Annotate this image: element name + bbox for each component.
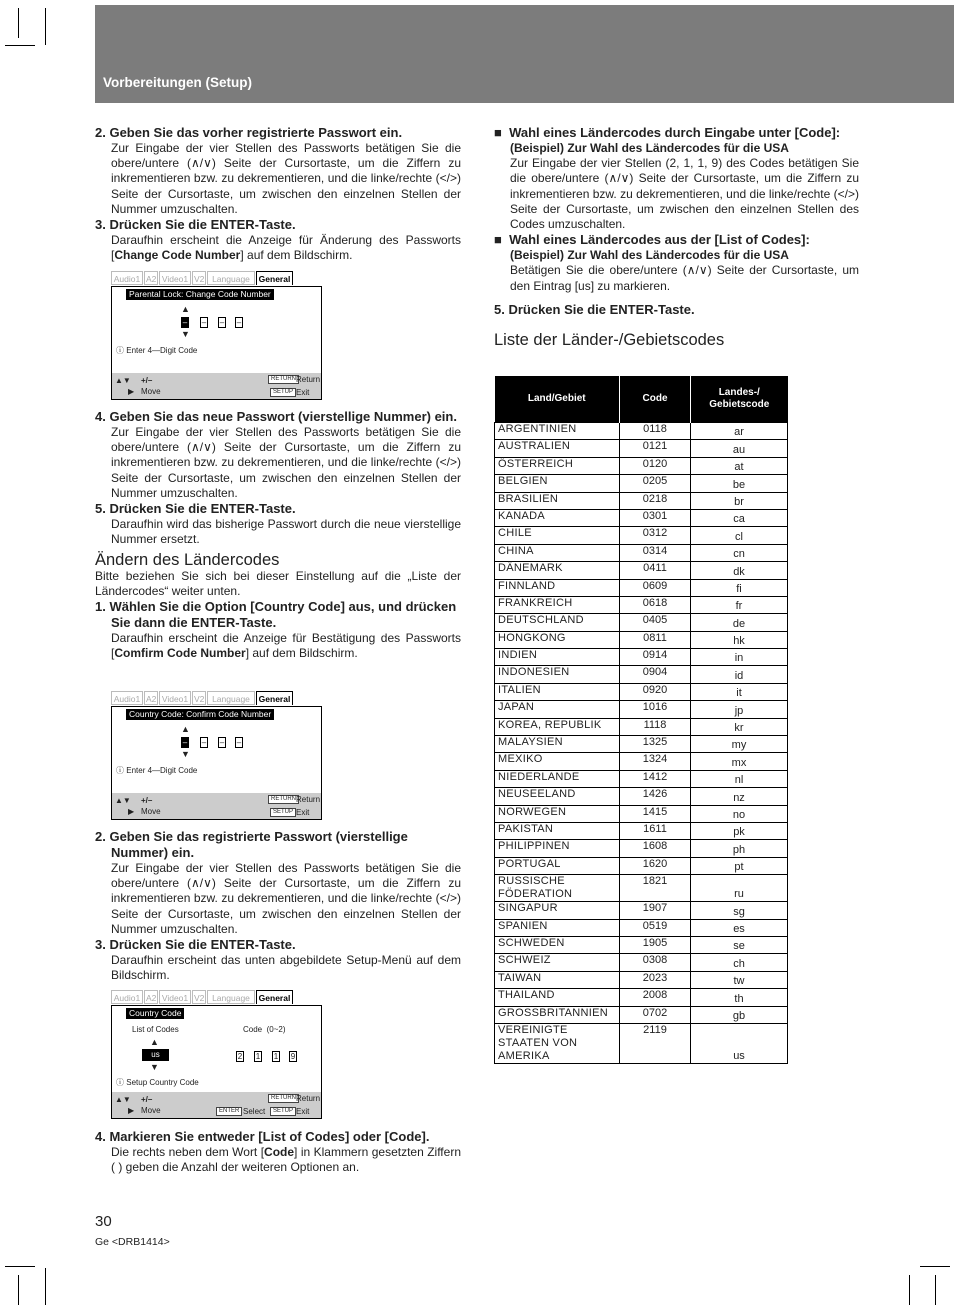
country-name: INDONESIEN <box>495 666 620 683</box>
step-title: 2. Geben Sie das vorher registrierte Passwort ein. <box>95 125 403 140</box>
up-arrow-icon: ▲ <box>181 304 190 314</box>
move-icon: ▶ <box>128 387 135 396</box>
region-code: fr <box>691 596 788 613</box>
move-icon: ▶ <box>128 1106 135 1115</box>
country-code: 0301 <box>620 509 691 526</box>
country-code: 1412 <box>620 770 691 787</box>
region-code: br <box>691 492 788 509</box>
table-row <box>495 840 788 857</box>
table-row <box>495 457 788 474</box>
country-name: INDIEN <box>495 649 620 666</box>
hint-text: ⓘ Enter 4—Digit Code <box>116 766 198 775</box>
right-column <box>494 125 859 348</box>
country-name: BELGIEN <box>495 475 620 492</box>
tab-language: Language <box>207 691 255 705</box>
table-row <box>495 423 788 440</box>
table-row <box>495 736 788 753</box>
step-body: Die rechts neben dem Wort [Code] in Klammern gesetzten Ziffern ( ) geben die Anzahl der weiteren Optionen an. <box>111 1145 461 1175</box>
return-label: Return <box>296 1094 321 1103</box>
left-column-2 <box>95 409 461 661</box>
table-row <box>495 857 788 874</box>
table-row <box>495 631 788 648</box>
code-digit: – <box>236 318 242 327</box>
tab-a2: A2 <box>144 990 158 1004</box>
table-row <box>495 822 788 839</box>
code-digit: 2 <box>237 1052 243 1061</box>
region-code: id <box>691 666 788 683</box>
screen-footer <box>112 1092 321 1118</box>
country-name: CHILE <box>495 527 620 544</box>
code-label: Code (0~2) <box>243 1025 286 1034</box>
table-row <box>495 718 788 735</box>
table-row <box>495 989 788 1006</box>
country-code: 0121 <box>620 440 691 457</box>
country-code: 0405 <box>620 614 691 631</box>
tab-video1: Video1 <box>159 691 191 705</box>
region-code: nl <box>691 770 788 787</box>
country-name: PAKISTAN <box>495 822 620 839</box>
country-code: 1905 <box>620 936 691 953</box>
down-arrow-icon: ▼ <box>181 329 190 339</box>
country-name: ÖSTERREICH <box>495 457 620 474</box>
country-name: FRANKREICH <box>495 596 620 613</box>
exit-label: Exit <box>296 808 310 817</box>
up-arrow-icon: ▲ <box>181 724 190 734</box>
code-digit: – <box>201 738 207 747</box>
region-code: cl <box>691 527 788 544</box>
region-code: hk <box>691 631 788 648</box>
step-title: 3. Drücken Sie die ENTER-Taste. <box>95 217 296 233</box>
country-name: FINNLAND <box>495 579 620 596</box>
country-name: DÄNEMARK <box>495 562 620 579</box>
page-number: 30 <box>95 1213 112 1230</box>
setup-key: SETUP <box>270 388 296 397</box>
country-code: 1821 <box>620 875 691 902</box>
step-title: 4. Geben Sie das neue Passwort (vierstellige Nummer) ein. <box>95 409 457 424</box>
table-row <box>495 527 788 544</box>
region-code: pt <box>691 857 788 874</box>
updown-icon: ▲▼ <box>115 1095 131 1104</box>
table-row <box>495 544 788 561</box>
table-row <box>495 805 788 822</box>
country-name: SPANIEN <box>495 919 620 936</box>
country-code: 0411 <box>620 562 691 579</box>
step-body: Betätigen Sie die obere/untere (∧/∨) Seite der Cursortaste, um den Eintrag [us] zu markieren. <box>510 263 859 293</box>
country-code: 1118 <box>620 718 691 735</box>
left-column-3 <box>95 829 461 983</box>
step-body: Zur Eingabe der vier Stellen des Passworts betätigen Sie die obere/untere (∧/∨) Seite der Cursortaste, um die Ziffern zu inkrementieren bzw. zu dekrementieren, und die linke/rechte (</>) Seite der Cursortaste, um zwischen den einzelnen Stellen der Nummer umzuschalten. <box>111 425 461 500</box>
list-value: us <box>142 1049 169 1061</box>
table-row <box>495 1006 788 1023</box>
table-row <box>495 770 788 787</box>
step-title: 2. Geben Sie das registrierte Passwort (vierstellige Nummer) ein. <box>95 829 408 860</box>
country-name: DEUTSCHLAND <box>495 614 620 631</box>
return-key: RETURN <box>268 375 299 384</box>
table-row <box>495 614 788 631</box>
region-code: tw <box>691 971 788 988</box>
region-code: nz <box>691 788 788 805</box>
table-row <box>495 562 788 579</box>
setup-key: SETUP <box>270 1107 296 1116</box>
tab-general: General <box>256 691 293 705</box>
down-arrow-icon: ▼ <box>181 749 190 759</box>
left-column-4 <box>95 1129 461 1175</box>
country-name: MALAYSIEN <box>495 736 620 753</box>
country-code: 1620 <box>620 857 691 874</box>
region-code: in <box>691 649 788 666</box>
code-digit: – <box>182 738 188 747</box>
region-code: at <box>691 457 788 474</box>
country-code: 0120 <box>620 457 691 474</box>
setup-key: SETUP <box>270 808 296 817</box>
code-digit: – <box>201 318 207 327</box>
table-row <box>495 902 788 919</box>
region-code: jp <box>691 701 788 718</box>
country-name: ITALIEN <box>495 683 620 700</box>
country-code: 0519 <box>620 919 691 936</box>
tab-audio1: Audio1 <box>111 271 143 285</box>
country-code: 1415 <box>620 805 691 822</box>
country-name: NIEDERLANDE <box>495 770 620 787</box>
up-arrow-icon: ▲ <box>150 1037 159 1047</box>
move-label: Move <box>141 1106 161 1115</box>
country-name: HONGKONG <box>495 631 620 648</box>
screen-change-code <box>111 271 322 400</box>
country-name: SCHWEDEN <box>495 936 620 953</box>
country-code: 0118 <box>620 423 691 440</box>
code-digit: – <box>219 738 225 747</box>
table-row <box>495 701 788 718</box>
step-title: 1. Wählen Sie die Option [Country Code] aus, und drücken Sie dann die ENTER-Taste. <box>95 599 457 631</box>
region-code: us <box>691 1023 788 1063</box>
region-code: kr <box>691 718 788 735</box>
down-arrow-icon: ▼ <box>150 1062 159 1072</box>
return-key: RETURN <box>268 795 299 804</box>
region-code: cn <box>691 544 788 561</box>
country-code: 2023 <box>620 971 691 988</box>
step-body: Daraufhin erscheint die Anzeige für Änderung des Passworts [Change Code Number] auf dem Bildschirm. <box>111 233 461 263</box>
tab-video1: Video1 <box>159 990 191 1004</box>
country-code: 0914 <box>620 649 691 666</box>
country-code: 0205 <box>620 475 691 492</box>
screen-tabs <box>111 271 322 286</box>
region-code: ca <box>691 509 788 526</box>
step-body: Zur Eingabe der vier Stellen des Passworts betätigen Sie die obere/untere (∧/∨) Seite der Cursortaste, um die Ziffern zu inkrementieren bzw. zu dekrementieren, und die linke/rechte (</>) Seite der Cursortaste, um zwischen den einzelnen Stellen der Nummer umzuschalten. <box>111 141 461 216</box>
table-row <box>495 579 788 596</box>
country-code: 1907 <box>620 902 691 919</box>
region-code: it <box>691 683 788 700</box>
table-header-row <box>495 376 788 423</box>
tab-a2: A2 <box>144 271 158 285</box>
screen-tabs <box>111 691 322 706</box>
country-code: 2008 <box>620 989 691 1006</box>
country-name: PHILIPPINEN <box>495 840 620 857</box>
table-row <box>495 475 788 492</box>
country-code-table <box>494 376 788 1064</box>
tab-language: Language <box>207 271 255 285</box>
region-code: ch <box>691 954 788 971</box>
table-row <box>495 971 788 988</box>
country-code: 0314 <box>620 544 691 561</box>
code-digit: – <box>236 738 242 747</box>
plusminus-label: +/– <box>141 376 153 385</box>
subsection-title: ■ Wahl eines Ländercodes aus der [List of Codes]: <box>494 232 810 248</box>
tab-language: Language <box>207 990 255 1004</box>
table-row <box>495 596 788 613</box>
tab-general: General <box>256 271 293 285</box>
screen-confirm-code <box>111 691 322 820</box>
section-title: Vorbereitungen (Setup) <box>103 75 253 90</box>
region-code: ar <box>691 423 788 440</box>
country-code: 0618 <box>620 596 691 613</box>
intro-text: Bitte beziehen Sie sich bei dieser Einstellung auf die „Liste der Ländercodes“ weiter unten. <box>95 568 461 598</box>
tab-v2: V2 <box>192 990 206 1004</box>
region-code: se <box>691 936 788 953</box>
screen-title: Parental Lock: Change Code Number <box>126 289 274 300</box>
screen-footer <box>112 373 321 399</box>
step-title: 5. Drücken Sie die ENTER-Taste. <box>494 301 695 317</box>
table-row <box>495 936 788 953</box>
plusminus-label: +/– <box>141 796 153 805</box>
country-name: TAIWAN <box>495 971 620 988</box>
subsection-title: ■ Wahl eines Ländercodes durch Eingabe unter [Code]: <box>494 125 841 140</box>
left-column <box>95 125 461 263</box>
country-name: SINGAPUR <box>495 902 620 919</box>
region-code: es <box>691 919 788 936</box>
country-name: KOREA, REPUBLIK <box>495 718 620 735</box>
step-body: Zur Eingabe der vier Stellen (2, 1, 1, 9) des Codes betätigen Sie die obere/untere (∧/∨) Seite der Cursortaste, um die Ziffern zu inkrementieren bzw. zu dekrementieren, und die linke/rechte (</>) Seite der Cursortaste, um zwischen den einzelnen Stellen des Codes umzuschalten. <box>510 156 859 232</box>
list-of-codes-label: List of Codes <box>132 1025 179 1034</box>
country-code: 0920 <box>620 683 691 700</box>
step-body: Daraufhin wird das bisherige Passwort durch die neue vierstellige Nummer ersetzt. <box>111 517 461 547</box>
header-code: Code <box>620 376 691 423</box>
code-digit: 1 <box>255 1052 261 1061</box>
step-body: Daraufhin erscheint die Anzeige für Bestätigung des Passworts [Comfirm Code Number] auf dem Bildschirm. <box>111 631 461 661</box>
tab-audio1: Audio1 <box>111 990 143 1004</box>
country-name: NEUSEELAND <box>495 788 620 805</box>
code-digit: 9 <box>290 1052 296 1061</box>
tab-v2: V2 <box>192 271 206 285</box>
region-code: au <box>691 440 788 457</box>
exit-label: Exit <box>296 388 310 397</box>
region-code: de <box>691 614 788 631</box>
region-code: ph <box>691 840 788 857</box>
country-name: THAILAND <box>495 989 620 1006</box>
country-name: BRASILIEN <box>495 492 620 509</box>
step-body: Daraufhin erscheint das unten abgebildete Setup-Menü auf dem Bildschirm. <box>111 953 461 983</box>
move-label: Move <box>141 807 161 816</box>
country-code: 1325 <box>620 736 691 753</box>
country-code: 1608 <box>620 840 691 857</box>
hint-text: ⓘ Enter 4—Digit Code <box>116 346 198 355</box>
code-digit: – <box>219 318 225 327</box>
table-row <box>495 666 788 683</box>
tab-a2: A2 <box>144 691 158 705</box>
country-name: PORTUGAL <box>495 857 620 874</box>
header-region-code: Landes-/ Gebietscode <box>691 376 788 423</box>
tab-audio1: Audio1 <box>111 691 143 705</box>
region-code: dk <box>691 562 788 579</box>
country-code: 0312 <box>620 527 691 544</box>
table-row <box>495 954 788 971</box>
return-key: RETURN <box>268 1094 299 1103</box>
country-name: ARGENTINIEN <box>495 423 620 440</box>
tab-video1: Video1 <box>159 271 191 285</box>
header-land: Land/Gebiet <box>495 376 620 423</box>
example-label: (Beispiel) Zur Wahl des Ländercodes für die USA <box>510 141 789 155</box>
updown-icon: ▲▼ <box>115 796 131 805</box>
tab-v2: V2 <box>192 691 206 705</box>
country-code: 0609 <box>620 579 691 596</box>
table-row <box>495 1023 788 1063</box>
region-code: th <box>691 989 788 1006</box>
screen-country-code <box>111 990 322 1119</box>
region-code: sg <box>691 902 788 919</box>
country-name: MEXIKO <box>495 753 620 770</box>
step-title: 3. Drücken Sie die ENTER-Taste. <box>95 937 296 953</box>
enter-key: ENTER <box>216 1107 242 1116</box>
updown-icon: ▲▼ <box>115 376 131 385</box>
return-label: Return <box>296 375 321 384</box>
list-heading: Liste der Länder-/Gebietscodes <box>494 330 725 349</box>
region-code: be <box>691 475 788 492</box>
move-label: Move <box>141 387 161 396</box>
country-name: CHINA <box>495 544 620 561</box>
code-digit: 1 <box>273 1052 279 1061</box>
table-row <box>495 753 788 770</box>
region-code: mx <box>691 753 788 770</box>
country-name: VEREINIGTE STAATEN VON AMERIKA <box>495 1023 620 1063</box>
region-code: my <box>691 736 788 753</box>
country-code: 0218 <box>620 492 691 509</box>
table-row <box>495 649 788 666</box>
table-row <box>495 683 788 700</box>
country-name: JAPAN <box>495 701 620 718</box>
country-name: NORWEGEN <box>495 805 620 822</box>
country-code: 1324 <box>620 753 691 770</box>
code-digit: – <box>182 318 188 327</box>
exit-label: Exit <box>296 1107 310 1116</box>
region-code: fi <box>691 579 788 596</box>
region-code: gb <box>691 1006 788 1023</box>
region-code: no <box>691 805 788 822</box>
step-body: Zur Eingabe der vier Stellen des Passworts betätigen Sie die obere/untere (∧/∨) Seite der Cursortaste, um die Ziffern zu inkrementieren bzw. zu dekrementieren, und die linke/rechte (</>) Seite der Cursortaste, um zwischen den einzelnen Stellen der Nummer umzuschalten. <box>111 861 461 936</box>
country-code: 1426 <box>620 788 691 805</box>
table-row <box>495 875 788 902</box>
screen-footer <box>112 793 321 819</box>
country-name: AUSTRALIEN <box>495 440 620 457</box>
tab-general: General <box>256 990 293 1004</box>
country-name: GROSSBRITANNIEN <box>495 1006 620 1023</box>
country-code: 2119 <box>620 1023 691 1063</box>
region-code: pk <box>691 822 788 839</box>
step-title: 5. Drücken Sie die ENTER-Taste. <box>95 501 296 517</box>
table-row <box>495 919 788 936</box>
plusminus-label: +/– <box>141 1095 153 1104</box>
screen-tabs <box>111 990 322 1005</box>
section-heading: Ändern des Ländercodes <box>95 551 280 570</box>
table-row <box>495 788 788 805</box>
table-row <box>495 492 788 509</box>
country-code: 0702 <box>620 1006 691 1023</box>
country-code: 0308 <box>620 954 691 971</box>
doc-id: Ge <DRB1414> <box>95 1236 170 1248</box>
table-row <box>495 440 788 457</box>
screen-title: Country Code <box>126 1008 184 1019</box>
screen-title: Country Code: Confirm Code Number <box>126 709 274 720</box>
country-name: KANADA <box>495 509 620 526</box>
country-code: 1016 <box>620 701 691 718</box>
select-label: Select <box>243 1107 266 1116</box>
return-label: Return <box>296 795 321 804</box>
country-code: 0811 <box>620 631 691 648</box>
example-label: (Beispiel) Zur Wahl des Ländercodes für die USA <box>510 248 789 263</box>
table-row <box>495 509 788 526</box>
country-code: 1611 <box>620 822 691 839</box>
country-name: SCHWEIZ <box>495 954 620 971</box>
country-code: 0904 <box>620 666 691 683</box>
region-code: ru <box>691 875 788 902</box>
step-title: 4. Markieren Sie entweder [List of Codes] oder [Code]. <box>95 1129 430 1144</box>
hint-text: ⓘ Setup Country Code <box>116 1078 199 1087</box>
country-name: RUSSISCHE FÖDERATION <box>495 875 620 902</box>
move-icon: ▶ <box>128 807 135 816</box>
